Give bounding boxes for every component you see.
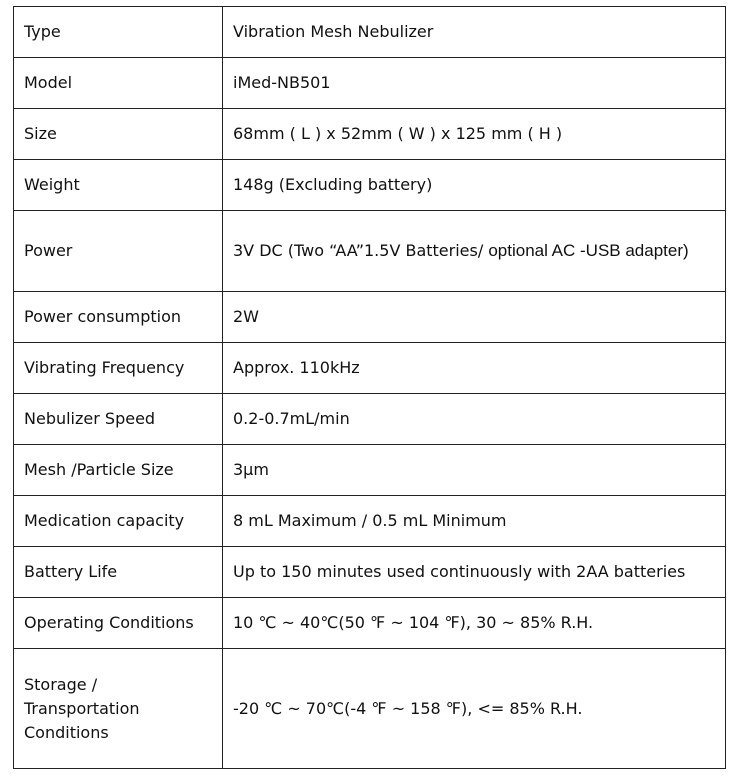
spec-label: Nebulizer Speed: [14, 394, 223, 445]
spec-label: Type: [14, 7, 223, 58]
table-row: [14, 211, 726, 292]
table-row: [14, 7, 726, 58]
spec-value: 148g (Excluding battery): [223, 160, 726, 211]
table-row: [14, 445, 726, 496]
spec-label: Mesh /Particle Size: [14, 445, 223, 496]
spec-value: -20 ℃ ~ 70℃(-4 ℉ ~ 158 ℉), <= 85% R.H.: [223, 649, 726, 769]
spec-label: Operating Conditions: [14, 598, 223, 649]
spec-value-part: 3V DC (Two “AA”1.5V Batteries/: [233, 241, 489, 260]
spec-label: Model: [14, 58, 223, 109]
spec-value: Vibration Mesh Nebulizer: [223, 7, 726, 58]
spec-value: iMed-NB501: [223, 58, 726, 109]
spec-value: Approx. 110kHz: [223, 343, 726, 394]
spec-label-line: Conditions: [24, 722, 109, 742]
table-row: [14, 292, 726, 343]
table-row: [14, 394, 726, 445]
spec-label: Battery Life: [14, 547, 223, 598]
table-row: [14, 160, 726, 211]
table-row: [14, 649, 726, 769]
spec-label: Medication capacity: [14, 496, 223, 547]
spec-value: 10 ℃ ~ 40℃(50 ℉ ~ 104 ℉), 30 ~ 85% R.H.: [223, 598, 726, 649]
spec-label: Vibrating Frequency: [14, 343, 223, 394]
spec-value: 68mm ( L ) x 52mm ( W ) x 125 mm ( H ): [223, 109, 726, 160]
spec-value: 0.2-0.7mL/min: [223, 394, 726, 445]
spec-label: Power: [14, 211, 223, 292]
table-row: [14, 547, 726, 598]
table-row: [14, 109, 726, 160]
table-row: [14, 496, 726, 547]
spec-label-line: Storage /: [24, 674, 98, 694]
spec-value: Up to 150 minutes used continuously with 2AA batteries: [223, 547, 726, 598]
spec-label: Power consumption: [14, 292, 223, 343]
spec-value: 3μm: [223, 445, 726, 496]
table-row: [14, 343, 726, 394]
table-row: [14, 58, 726, 109]
specification-table: [13, 6, 726, 769]
spec-value: [223, 211, 726, 292]
spec-label: [14, 649, 223, 769]
spec-label: Weight: [14, 160, 223, 211]
spec-value: 8 mL Maximum / 0.5 mL Minimum: [223, 496, 726, 547]
spec-value: 2W: [223, 292, 726, 343]
spec-label: Size: [14, 109, 223, 160]
table-row: [14, 598, 726, 649]
spec-label-line: Transportation: [24, 698, 140, 718]
spec-value-part: optional AC -USB adapter): [488, 241, 689, 260]
